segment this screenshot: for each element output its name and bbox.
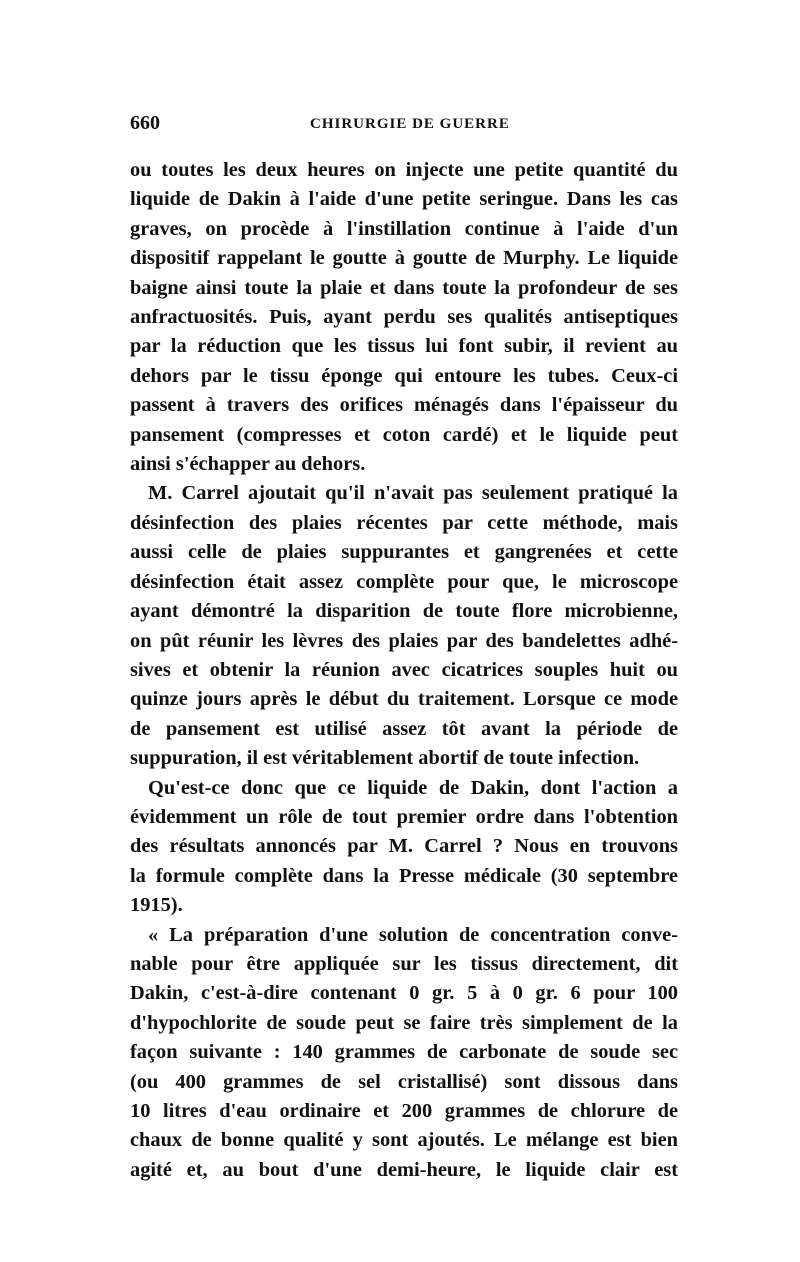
running-title: CHIRURGIE DE GUERRE [310, 116, 510, 132]
text-line: anfractuosités. Puis, ayant perdu ses qualités antiseptiques [130, 306, 678, 329]
text-line: chaux de bonne qualité y sont ajoutés. Le mélange est bien [130, 1129, 678, 1152]
text-line: sives et obtenir la réunion avec cicatrices souples huit ou [130, 658, 678, 681]
text-line: façon suivante : 140 grammes de carbonate de soude sec [130, 1041, 678, 1064]
text-line: désinfection des plaies récentes par cette méthode, mais [130, 511, 678, 534]
text-line: ainsi s'échapper au dehors. [130, 453, 366, 476]
text-line: des résultats annoncés par M. Carrel ? Nous en trouvons [130, 835, 678, 858]
text-line: évidemment un rôle de tout premier ordre dans l'obtention [130, 805, 678, 828]
text-line: M. Carrel ajoutait qu'il n'avait pas seulement pratiqué la [148, 482, 678, 505]
text-line: « La préparation d'une solution de concentration conve- [148, 923, 678, 946]
text-line: agité et, au bout d'une demi-heure, le liquide clair est [130, 1158, 678, 1181]
text-line: nable pour être appliquée sur les tissus directement, dit [130, 952, 678, 975]
text-line: pansement (compresses et coton cardé) et le liquide peut [130, 423, 678, 446]
page-number: 660 [130, 112, 160, 134]
text-line: suppuration, il est véritablement abortif de toute infection. [130, 747, 640, 770]
text-line: la formule complète dans la Presse médicale (30 septembre [130, 864, 678, 887]
text-line: d'hypochlorite de soude peut se faire très simplement de la [130, 1011, 678, 1034]
text-line: baigne ainsi toute la plaie et dans toute la profondeur de ses [130, 276, 678, 299]
text-line: passent à travers des orifices ménagés dans l'épaisseur du [130, 394, 678, 417]
text-line: par la réduction que les tissus lui font subir, il revient au [130, 335, 678, 358]
text-line: liquide de Dakin à l'aide d'une petite seringue. Dans les cas [130, 188, 678, 211]
text-line: graves, on procède à l'instillation continue à l'aide d'un [130, 217, 678, 240]
text-line: 10 litres d'eau ordinaire et 200 grammes de chlorure de [130, 1100, 678, 1122]
text-line: de pansement est utilisé assez tôt avant la période de [130, 717, 678, 740]
text-line: dispositif rappelant le goutte à goutte de Murphy. Le liquide [130, 247, 678, 270]
text-line: désinfection était assez complète pour que, le microscope [130, 570, 678, 593]
text-line: (ou 400 grammes de sel cristallisé) sont dissous dans [130, 1070, 678, 1093]
text-line: dehors par le tissu éponge qui entoure les tubes. Ceux-ci [130, 364, 678, 387]
text-line: on pût réunir les lèvres des plaies par des bandelettes adhé- [130, 629, 678, 652]
text-line: Dakin, c'est-à-dire contenant 0 gr. 5 à 0 gr. 6 pour 100 [130, 982, 678, 1005]
text-line: aussi celle de plaies suppurantes et gangrenées et cette [130, 541, 678, 564]
text-line: ayant démontré la disparition de toute flore microbienne, [130, 600, 678, 623]
text-line: quinze jours après le début du traitement. Lorsque ce mode [130, 688, 678, 711]
text-line: ou toutes les deux heures on injecte une petite quantité du [130, 159, 678, 181]
text-line: 1915). [130, 894, 183, 917]
text-line: Qu'est-ce donc que ce liquide de Dakin, dont l'action a [148, 776, 678, 799]
page-header [130, 112, 678, 140]
body-text [130, 156, 678, 1185]
